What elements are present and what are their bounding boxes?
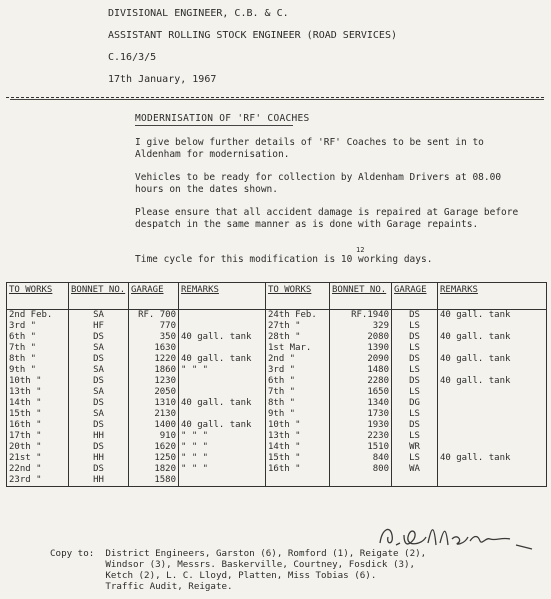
remarks-header: REMARKS <box>179 283 266 310</box>
table-row <box>7 332 547 343</box>
table-cell: 23rd " <box>7 475 69 487</box>
garage-header: GARAGE <box>129 283 179 310</box>
table-cell: 2230 <box>330 431 392 442</box>
copy-line-2: Windsor (3), Messrs. Baskerville, Courtney, Fosdick (3), <box>105 559 416 570</box>
table-cell: 3rd " <box>266 365 330 376</box>
table-cell <box>179 475 266 487</box>
header-divider <box>6 97 544 98</box>
table-row <box>7 376 547 387</box>
table-cell: 770 <box>129 321 179 332</box>
table-row <box>7 420 547 431</box>
table-cell: SA <box>69 409 129 420</box>
table-cell: 1580 <box>129 475 179 487</box>
table-cell: 8th " <box>7 354 69 365</box>
table-cell: DS <box>392 376 438 387</box>
table-row <box>7 442 547 453</box>
table-cell <box>438 343 547 354</box>
table-cell <box>330 475 392 487</box>
table-cell <box>438 398 547 409</box>
schedule-table <box>6 282 547 487</box>
table-cell: 15th " <box>7 409 69 420</box>
table-cell: LS <box>392 321 438 332</box>
table-cell <box>438 365 547 376</box>
table-cell: " " " <box>179 464 266 475</box>
table-cell: 910 <box>129 431 179 442</box>
table-cell: RF.1940 <box>330 310 392 322</box>
table-cell: DS <box>69 464 129 475</box>
memo-paragraph-4: Time cycle for this modification is 10 working days. <box>135 254 433 265</box>
table-cell: 2080 <box>330 332 392 343</box>
table-cell: DS <box>392 310 438 322</box>
table-cell: 8th " <box>266 398 330 409</box>
table-cell <box>438 475 547 487</box>
table-cell: SA <box>69 310 129 322</box>
from-value: ASSISTANT ROLLING STOCK ENGINEER (ROAD SERVICES) <box>108 30 397 41</box>
table-cell: 2090 <box>330 354 392 365</box>
table-row <box>7 343 547 354</box>
table-cell: 329 <box>330 321 392 332</box>
table-cell: HH <box>69 431 129 442</box>
table-cell: 350 <box>129 332 179 343</box>
garage-header-2: GARAGE <box>392 283 438 310</box>
table-cell: 40 gall. tank <box>179 332 266 343</box>
remarks-header-2: REMARKS <box>438 283 547 310</box>
table-cell: 1400 <box>129 420 179 431</box>
date-value: 17th January, 1967 <box>108 74 217 85</box>
table-cell: 24th Feb. <box>266 310 330 322</box>
table-cell <box>179 343 266 354</box>
table-cell: 13th " <box>7 387 69 398</box>
table-cell: SA <box>69 365 129 376</box>
table-cell: 1250 <box>129 453 179 464</box>
table-cell: 1390 <box>330 343 392 354</box>
table-cell: 1310 <box>129 398 179 409</box>
table-cell: LS <box>392 387 438 398</box>
ref-value: C.16/3/5 <box>108 52 157 63</box>
table-cell: 1820 <box>129 464 179 475</box>
table-cell: 2nd Feb. <box>7 310 69 322</box>
table-cell: DS <box>69 398 129 409</box>
table-cell <box>438 431 547 442</box>
table-cell: LS <box>392 453 438 464</box>
memo-paragraph-3: Please ensure that all accident damage is repaired at Garage before despatch in the same manner as is done with Garage repaints. <box>135 207 519 230</box>
memo-paragraph-1: I give below further details of 'RF' Coaches to be sent in to Aldenham for modernisation. <box>135 137 484 160</box>
table-cell: 14th " <box>266 442 330 453</box>
table-cell: LS <box>392 343 438 354</box>
table-cell: 15th " <box>266 453 330 464</box>
to-value: DIVISIONAL ENGINEER, C.B. & C. <box>108 8 289 19</box>
table-cell: 40 gall. tank <box>179 420 266 431</box>
table-cell: 6th " <box>266 376 330 387</box>
table-cell: 1340 <box>330 398 392 409</box>
handwritten-annotation: 12 <box>356 246 365 254</box>
table-cell: DS <box>392 332 438 343</box>
table-row <box>7 431 547 442</box>
table-row <box>7 387 547 398</box>
table-cell: 1650 <box>330 387 392 398</box>
table-cell <box>179 321 266 332</box>
copy-line-4: Traffic Audit, Reigate. <box>105 581 233 592</box>
table-cell: DS <box>392 354 438 365</box>
table-cell: 40 gall. tank <box>438 310 547 322</box>
table-row <box>7 464 547 475</box>
table-cell: 10th " <box>7 376 69 387</box>
to-works-header-2: TO WORKS <box>266 283 330 310</box>
table-cell: 40 gall. tank <box>179 354 266 365</box>
table-cell: " " " <box>179 431 266 442</box>
table-cell <box>438 409 547 420</box>
table-cell: DS <box>69 442 129 453</box>
table-cell <box>438 464 547 475</box>
table-cell: 40 gall. tank <box>438 354 547 365</box>
header-divider-line <box>10 99 544 100</box>
table-cell: 1480 <box>330 365 392 376</box>
table-cell: 2280 <box>330 376 392 387</box>
table-cell: 16th " <box>266 464 330 475</box>
schedule-header <box>7 283 547 310</box>
table-cell: " " " <box>179 442 266 453</box>
table-cell <box>438 321 547 332</box>
table-cell: 1620 <box>129 442 179 453</box>
table-cell <box>179 409 266 420</box>
table-cell: 2050 <box>129 387 179 398</box>
table-cell: " " " <box>179 453 266 464</box>
table-cell: LS <box>392 365 438 376</box>
table-cell: 1730 <box>330 409 392 420</box>
table-cell: 1930 <box>330 420 392 431</box>
table-row <box>7 321 547 332</box>
table-cell: 1630 <box>129 343 179 354</box>
table-cell: 16th " <box>7 420 69 431</box>
table-cell: 2nd " <box>266 354 330 365</box>
table-cell: 1860 <box>129 365 179 376</box>
table-cell: 40 gall. tank <box>438 376 547 387</box>
table-cell: 3rd " <box>7 321 69 332</box>
table-cell: 1st Mar. <box>266 343 330 354</box>
copy-line-3: Ketch (2), L. C. Lloyd, Platten, Miss Tobias (6). <box>105 570 377 581</box>
table-row <box>7 409 547 420</box>
copy-distribution <box>50 548 426 592</box>
table-cell: HH <box>69 453 129 464</box>
table-cell <box>438 387 547 398</box>
table-cell: 10th " <box>266 420 330 431</box>
table-row <box>7 354 547 365</box>
memo-subject: MODERNISATION OF 'RF' COACHES <box>135 113 310 124</box>
table-row <box>7 475 547 487</box>
table-cell: HF <box>69 321 129 332</box>
table-cell: 14th " <box>7 398 69 409</box>
schedule-body <box>7 310 547 487</box>
table-cell: 1510 <box>330 442 392 453</box>
table-cell: 2130 <box>129 409 179 420</box>
table-cell: 21st " <box>7 453 69 464</box>
table-cell: 9th " <box>7 365 69 376</box>
table-row <box>7 310 547 322</box>
table-cell: 27th " <box>266 321 330 332</box>
table-cell: 40 gall. tank <box>438 332 547 343</box>
table-cell: 1230 <box>129 376 179 387</box>
table-cell <box>392 475 438 487</box>
table-cell: 22nd " <box>7 464 69 475</box>
table-cell: " " " <box>179 365 266 376</box>
table-cell: 1220 <box>129 354 179 365</box>
table-row <box>7 398 547 409</box>
table-cell: DS <box>392 420 438 431</box>
table-cell <box>179 387 266 398</box>
table-cell: 7th " <box>7 343 69 354</box>
table-cell: 6th " <box>7 332 69 343</box>
table-cell: 20th " <box>7 442 69 453</box>
copy-line-1: District Engineers, Garston (6), Romford (1), Reigate (2), <box>105 548 427 559</box>
table-cell <box>179 376 266 387</box>
table-cell: 9th " <box>266 409 330 420</box>
table-cell: 40 gall. tank <box>438 453 547 464</box>
table-cell: RF. 700 <box>129 310 179 322</box>
table-cell <box>438 420 547 431</box>
table-cell: LS <box>392 431 438 442</box>
table-cell: DG <box>392 398 438 409</box>
table-cell: LS <box>392 409 438 420</box>
table-cell: DS <box>69 332 129 343</box>
table-cell: 840 <box>330 453 392 464</box>
table-cell <box>179 310 266 322</box>
to-works-header: TO WORKS <box>7 283 69 310</box>
table-cell <box>438 442 547 453</box>
table-cell: WA <box>392 464 438 475</box>
table-cell: 17th " <box>7 431 69 442</box>
table-cell <box>266 475 330 487</box>
bonnet-no-header: BONNET NO. <box>69 283 129 310</box>
table-cell: SA <box>69 387 129 398</box>
table-cell: SA <box>69 343 129 354</box>
table-cell: 800 <box>330 464 392 475</box>
copy-label: Copy to: <box>50 548 95 559</box>
table-cell: DS <box>69 354 129 365</box>
table-cell: DS <box>69 420 129 431</box>
bonnet-no-header-2: BONNET NO. <box>330 283 392 310</box>
table-cell: DS <box>69 376 129 387</box>
table-cell: WR <box>392 442 438 453</box>
table-cell: 13th " <box>266 431 330 442</box>
table-cell: 40 gall. tank <box>179 398 266 409</box>
table-row <box>7 365 547 376</box>
memo-paragraph-2: Vehicles to be ready for collection by Aldenham Drivers at 08.00 hours on the dates shown. <box>135 172 502 195</box>
table-cell: HH <box>69 475 129 487</box>
table-cell: 28th " <box>266 332 330 343</box>
table-cell: 7th " <box>266 387 330 398</box>
table-row <box>7 453 547 464</box>
subject-underline <box>135 125 293 126</box>
